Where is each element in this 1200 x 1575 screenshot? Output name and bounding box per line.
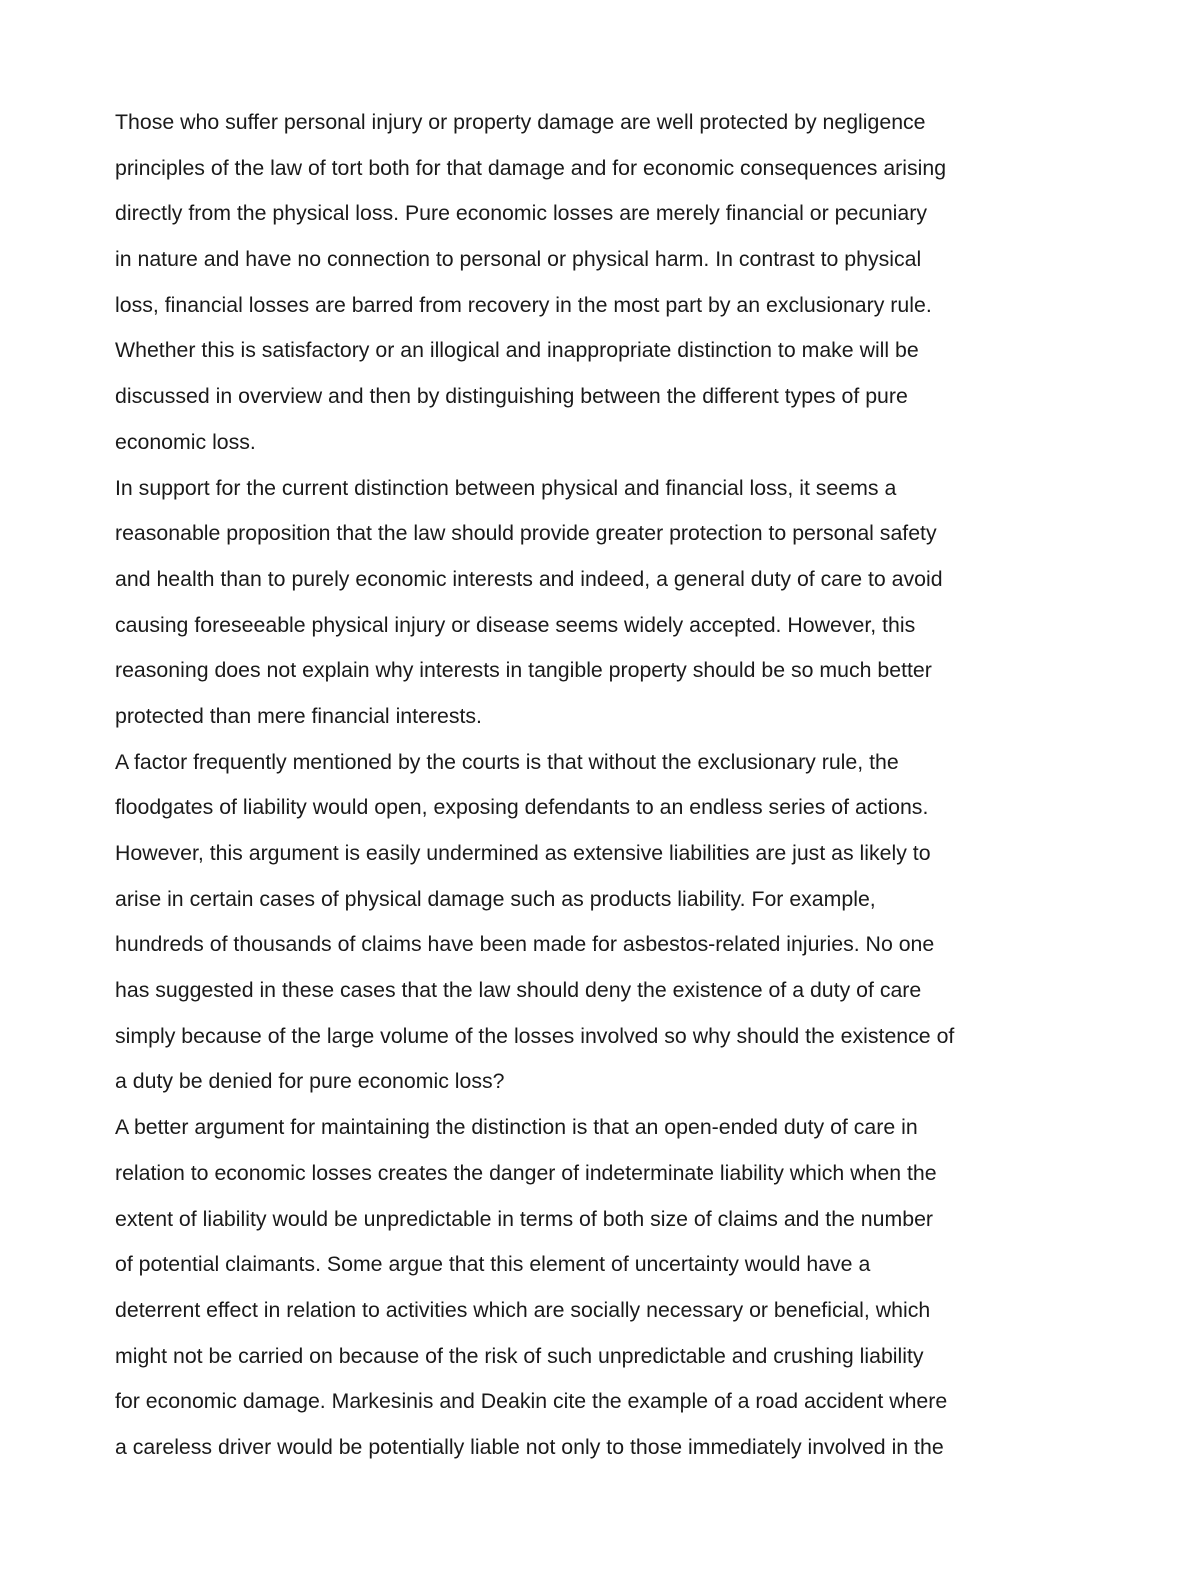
- text-line: in nature and have no connection to personal or physical harm. In contrast to physical: [115, 247, 922, 272]
- text-line: floodgates of liability would open, exposing defendants to an endless series of actions.: [115, 795, 929, 820]
- text-line: has suggested in these cases that the law should deny the existence of a duty of care: [115, 978, 922, 1003]
- text-line: Those who suffer personal injury or property damage are well protected by negligence: [115, 110, 926, 134]
- text-line: causing foreseeable physical injury or disease seems widely accepted. However, this: [115, 612, 916, 637]
- text-line: loss, financial losses are barred from recovery in the most part by an exclusionary rule.: [115, 292, 932, 317]
- text-line: hundreds of thousands of claims have been made for asbestos-related injuries. No one: [115, 932, 935, 957]
- text-line: deterrent effect in relation to activities which are socially necessary or beneficial, which: [115, 1297, 931, 1322]
- text-line: might not be carried on because of the risk of such unpredictable and crushing liability: [115, 1343, 924, 1368]
- text-line: relation to economic losses creates the danger of indeterminate liability which when the: [115, 1160, 937, 1185]
- text-line: reasonable proposition that the law should provide greater protection to personal safety: [115, 521, 937, 546]
- text-line: discussed in overview and then by distinguishing between the different types of pure: [115, 384, 908, 409]
- text-line: a duty be denied for pure economic loss?: [115, 1069, 505, 1094]
- text-line: economic loss.: [115, 429, 256, 454]
- text-line: extent of liability would be unpredictable in terms of both size of claims and the number: [115, 1206, 934, 1231]
- text-line: principles of the law of tort both for that damage and for economic consequences arising: [115, 155, 947, 180]
- text-line: and health than to purely economic interests and indeed, a general duty of care to avoid: [115, 566, 943, 591]
- text-line: for economic damage. Markesinis and Deakin cite the example of a road accident where: [115, 1389, 948, 1414]
- text-line: simply because of the large volume of the losses involved so why should the existence of: [115, 1023, 955, 1048]
- text-line: In support for the current distinction between physical and financial loss, it seems a: [115, 475, 897, 500]
- text-line: arise in certain cases of physical damage such as products liability. For example,: [115, 886, 876, 911]
- text-line: Whether this is satisfactory or an illogical and inappropriate distinction to make will be: [115, 338, 919, 363]
- text-line: of potential claimants. Some argue that this element of uncertainty would have a: [115, 1252, 871, 1277]
- body-text: [115, 100, 1075, 1471]
- text-line: However, this argument is easily undermined as extensive liabilities are just as likely to: [115, 841, 931, 865]
- text-line: A factor frequently mentioned by the courts is that without the exclusionary rule, the: [115, 749, 899, 774]
- text-line: A better argument for maintaining the distinction is that an open-ended duty of care in: [115, 1115, 918, 1140]
- text-line: a careless driver would be potentially liable not only to those immediately involved in the: [115, 1434, 944, 1459]
- text-line: directly from the physical loss. Pure economic losses are merely financial or pecuniary: [115, 201, 927, 226]
- text-line: protected than mere financial interests.: [115, 703, 482, 728]
- text-line: reasoning does not explain why interests in tangible property should be so much better: [115, 658, 932, 683]
